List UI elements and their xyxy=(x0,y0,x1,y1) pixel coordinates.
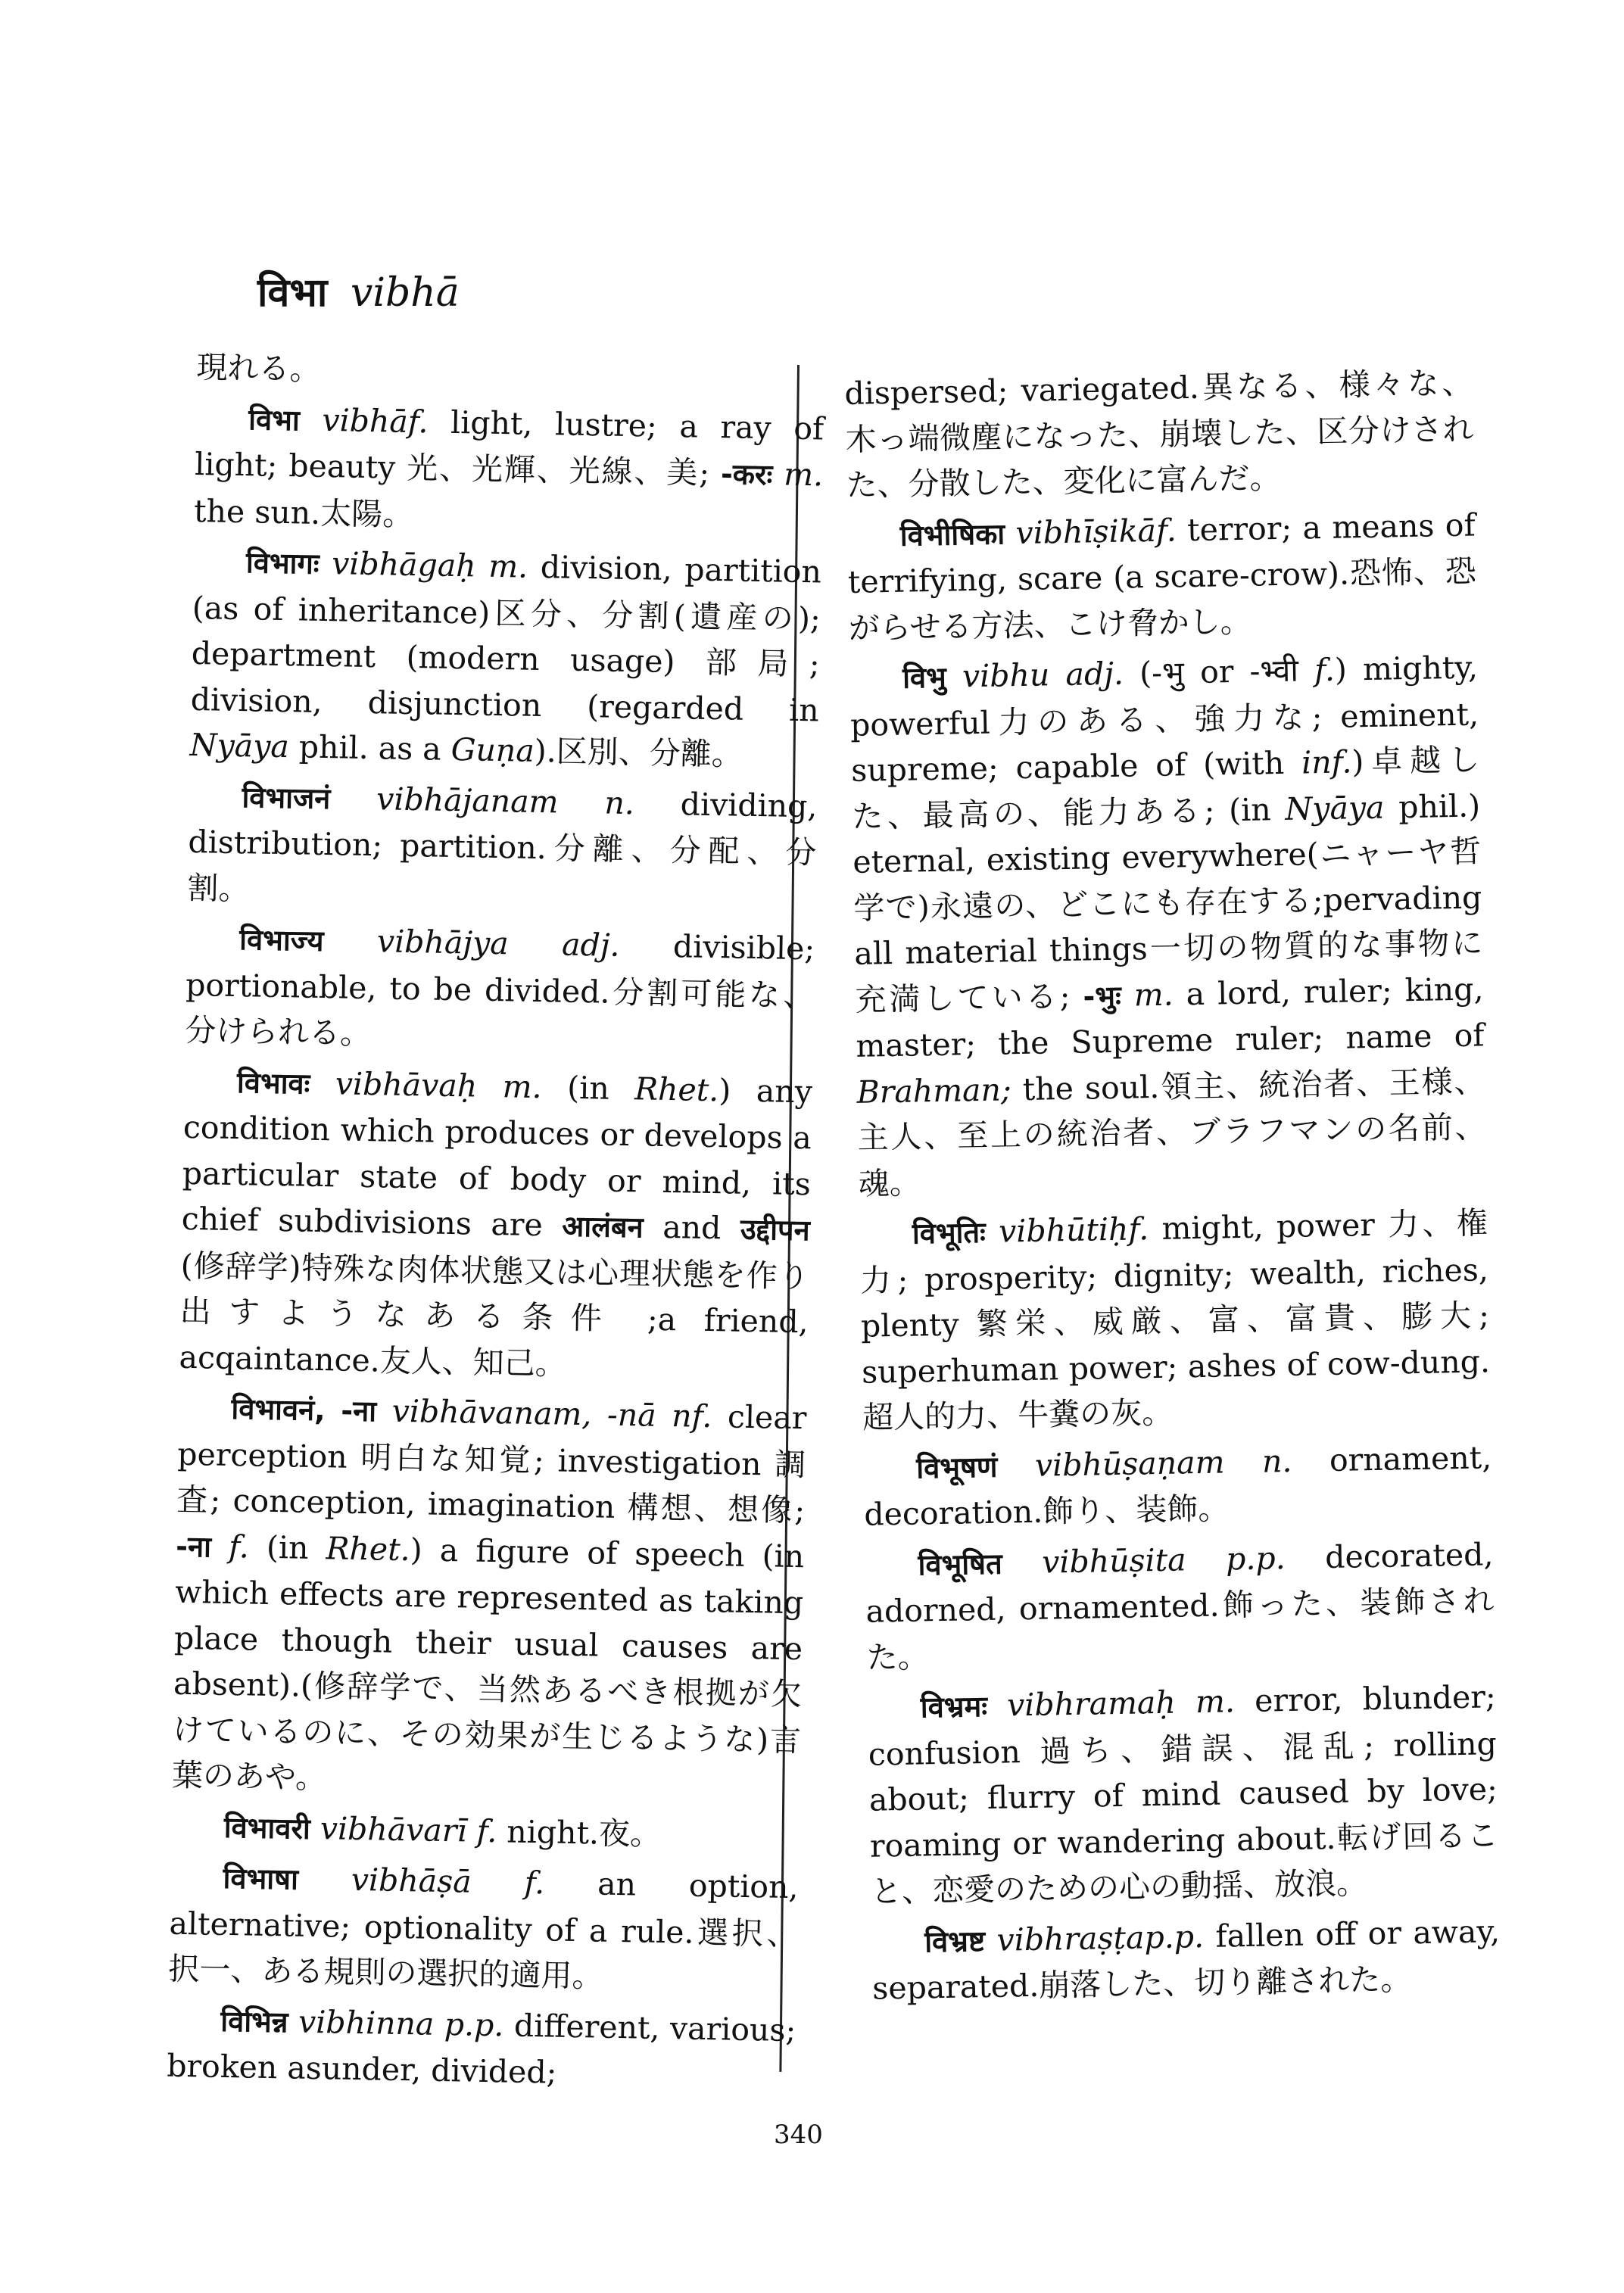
part-of-speech: f. xyxy=(1155,511,1177,549)
transliteration: vibhāvanam, -nā xyxy=(391,1392,657,1434)
definition-cont-2: )卓越した、最高の、能力ある; (in xyxy=(851,741,1480,835)
headword: विभिन्न xyxy=(220,2004,288,2039)
definition-cont-3: (修辞学)特殊な肉体状態又は心理状態を作り出すようなある条件 ;a friend, acqaintance.友人、知己。 xyxy=(179,1247,810,1382)
entry-vibha xyxy=(194,394,824,544)
headword: विभावरी xyxy=(223,1810,311,1846)
part-of-speech: nf. xyxy=(671,1397,712,1435)
headword: विभाजनं xyxy=(242,780,331,815)
transliteration: vibhājanam xyxy=(376,780,559,820)
devanagari-term-2: उद्दीपन xyxy=(740,1212,811,1248)
part-of-speech: p.p. xyxy=(1225,1539,1286,1577)
headword: विभ्रष्ट xyxy=(924,1924,986,1958)
definition: (-भु or -भ्वी xyxy=(1123,652,1315,692)
sub-headword: -भुः xyxy=(1083,979,1122,1014)
headword: विभूषित xyxy=(918,1547,1003,1582)
part-of-speech: adj. xyxy=(561,926,620,964)
entry-vibhutih xyxy=(859,1200,1491,1441)
right-column xyxy=(844,360,1501,2017)
definition: ornament, decoration.飾り、装飾。 xyxy=(863,1438,1492,1533)
definition-cont-3: phil.) eternal, existing everywhere(ニャーヤ哲学で)永遠の、どこにも存在する;pervading all material things一切の物質的な事物に充満している; xyxy=(852,787,1483,1018)
part-of-speech: f. xyxy=(1127,1210,1149,1248)
entry-vibhavanam xyxy=(171,1385,806,1809)
entry-vibhrasta xyxy=(871,1908,1501,2011)
entry-vibhinna xyxy=(167,1996,796,2099)
page-number: 340 xyxy=(774,2120,823,2150)
entry-vibhramah xyxy=(867,1674,1499,1914)
definition-cont: ) mighty, powerful力のある、強力な; eminent, supreme; capable of (with xyxy=(849,649,1479,789)
definition-italic: Rhet. xyxy=(326,1529,411,1568)
sub-part-of-speech: m. xyxy=(1133,976,1174,1013)
transliteration: vibhīṣikā xyxy=(1015,512,1157,551)
entry-vibhavah xyxy=(179,1058,812,1391)
definition: decorated, adorned, ornamented.飾った、装飾された。 xyxy=(865,1535,1495,1676)
headword: विभावः xyxy=(236,1065,310,1101)
devanagari-term: आलंबन xyxy=(561,1209,644,1245)
headword: विभाषा xyxy=(223,1861,299,1896)
transliteration: vibhu xyxy=(962,656,1050,695)
part-of-speech: f. xyxy=(407,403,429,440)
transliteration: vibhājya xyxy=(376,923,510,962)
definition: dividing, distribution; partition.分離、分配、分割。 xyxy=(187,784,818,907)
entry-vibhusita xyxy=(865,1531,1495,1681)
definition-italic: Rhet. xyxy=(634,1070,719,1108)
definition: fallen off or away, separated.崩落した、切り離された。 xyxy=(871,1912,1501,2007)
headword: विभूषणं xyxy=(915,1450,998,1485)
part-of-speech: f. xyxy=(476,1812,497,1849)
definition-italic-2: inf. xyxy=(1301,743,1352,781)
transliteration: vibhāṣā xyxy=(351,1861,472,1900)
part-of-speech: p.p. xyxy=(444,2005,504,2043)
definition: error, blunder; confusion 過ち、錯誤、混乱; rolling about; flurry of mind caused by love; roaming or wandering about.転げ回ること、恋愛のための心の動揺、放浪。 xyxy=(868,1678,1499,1910)
definition: divisible; portionable, to be divided.分割可能な、分けられる。 xyxy=(184,927,815,1052)
headword: विभागः xyxy=(245,546,320,581)
part-of-speech: m. xyxy=(488,547,528,585)
entry-vibhu xyxy=(849,644,1488,1206)
right-lead-text: dispersed; variegated.異なる、様々な、木っ端微塵になった、崩壊した、区分けされた、分散した、変化に富んだ。 xyxy=(844,364,1474,503)
left-column xyxy=(167,344,825,2105)
entry-vibhisika xyxy=(846,502,1477,651)
transliteration: vibhāvaḥ xyxy=(335,1064,478,1104)
definition-cont-4: the soul.領主、統治者、王様、主人、至上の統治者、ブラフマンの名前、魂。 xyxy=(857,1062,1486,1202)
transliteration: vibhūtiḥ xyxy=(998,1210,1129,1250)
running-header xyxy=(257,269,460,317)
definition: night.夜。 xyxy=(496,1812,662,1852)
part-of-speech: p.p. xyxy=(1144,1918,1205,1955)
headword: विभा xyxy=(248,402,301,437)
entry-vibhasa xyxy=(168,1854,799,2003)
sub-headword: -ना xyxy=(175,1529,212,1564)
definition: might, power 力、権力; prosperity; dignity; wealth, riches, plenty 繁栄、威厳、富、富貴、膨大; superhuman power; ashes of cow-dung.超人的力、牛糞の灰。 xyxy=(859,1204,1491,1436)
sub-definition: the sun.太陽。 xyxy=(193,492,414,533)
definition-cont: phil. as a xyxy=(288,728,452,768)
headword: विभूतिः xyxy=(912,1215,987,1251)
part-of-speech: adj. xyxy=(1065,655,1124,693)
definition-italic: Nyāya xyxy=(189,726,290,765)
entry-vibhavari xyxy=(170,1802,800,1860)
definition-cont-2: and xyxy=(643,1208,741,1247)
transliteration: vibhāvarī xyxy=(320,1809,468,1849)
sub-definition: a lord, ruler; king, master; the Supreme ruler; name of xyxy=(856,970,1485,1064)
headword: विभु xyxy=(902,660,947,695)
entry-vibhusanam xyxy=(863,1435,1493,1537)
transliteration: vibhūṣita xyxy=(1041,1541,1186,1581)
part-of-speech: m. xyxy=(1195,1683,1236,1721)
entry-vibhajya xyxy=(185,915,815,1064)
headword: विभावनं, -ना xyxy=(231,1392,377,1428)
definition: clear perception 明白な知覚; investigation 調査; conception, imagination 構想、想像; xyxy=(176,1398,807,1529)
definition: (in xyxy=(541,1068,635,1107)
definition: division, partition (as of inheritance)区分、分割(遺産の); department (modern usage) 部局; division, disjunction (regarded in xyxy=(190,548,822,728)
definition: terror; a means of terrifying, scare (a scare-crow).恐怖、恐がらせる方法、こけ脅かし。 xyxy=(847,506,1477,646)
headword: विभ्रमः xyxy=(920,1689,988,1724)
definition-italic-2: Guṇa xyxy=(450,731,535,769)
definition: different, various; broken asunder, divided; xyxy=(166,2006,796,2091)
headword: विभाज्य xyxy=(238,923,324,958)
left-lead-text: 現れる。 xyxy=(196,348,321,388)
transliteration: vibhinna xyxy=(298,2003,435,2042)
part-of-speech: n. xyxy=(1261,1442,1292,1480)
sub-definition: (in xyxy=(248,1528,327,1566)
definition-cont-2: ).区別、分離。 xyxy=(534,732,743,773)
definition: an option, alternative; optionality of a rule.選択、択一、ある規則の選択的適用。 xyxy=(168,1865,799,1995)
transliteration: vibhāgaḥ xyxy=(331,545,477,584)
sub-part-of-speech: f. xyxy=(228,1528,250,1565)
sub-part-of-speech: m. xyxy=(783,456,824,494)
part-of-speech: n. xyxy=(604,784,635,821)
definition-italic-3: Nyāya xyxy=(1284,789,1385,827)
header-devanagari: विभा xyxy=(257,270,328,316)
definition-cont: ) a figure of speech (in which effects are represented as taking place though their usual causes are absent).(修辞学で、当然あるべき根拠が欠けているのに、その効果が生じるような)言葉のあや。 xyxy=(171,1531,805,1796)
definition-italic-4: Brahman; xyxy=(856,1070,1012,1111)
header-roman: vibhā xyxy=(350,270,460,316)
headword: विभीषिका xyxy=(899,516,1005,553)
transliteration: vibhā xyxy=(322,401,409,440)
transliteration: vibhramaḥ xyxy=(1006,1684,1177,1724)
entry-vibhajanam xyxy=(187,772,818,921)
entry-vibhagah xyxy=(189,538,821,779)
transliteration: vibhūṣaṇam xyxy=(1034,1443,1225,1484)
definition-italic: f. xyxy=(1314,651,1336,689)
transliteration: vibhraṣṭa xyxy=(996,1918,1145,1958)
part-of-speech: f. xyxy=(524,1864,545,1902)
definition-cont: ) any condition which produces or develops a particular state of body or mind, its chief subdivisions are xyxy=(181,1071,813,1244)
sub-headword: -करः xyxy=(720,457,773,492)
definition: light, lustre; a ray of light; beauty 光、光輝、光線、美; xyxy=(194,403,824,492)
part-of-speech: m. xyxy=(502,1067,543,1105)
